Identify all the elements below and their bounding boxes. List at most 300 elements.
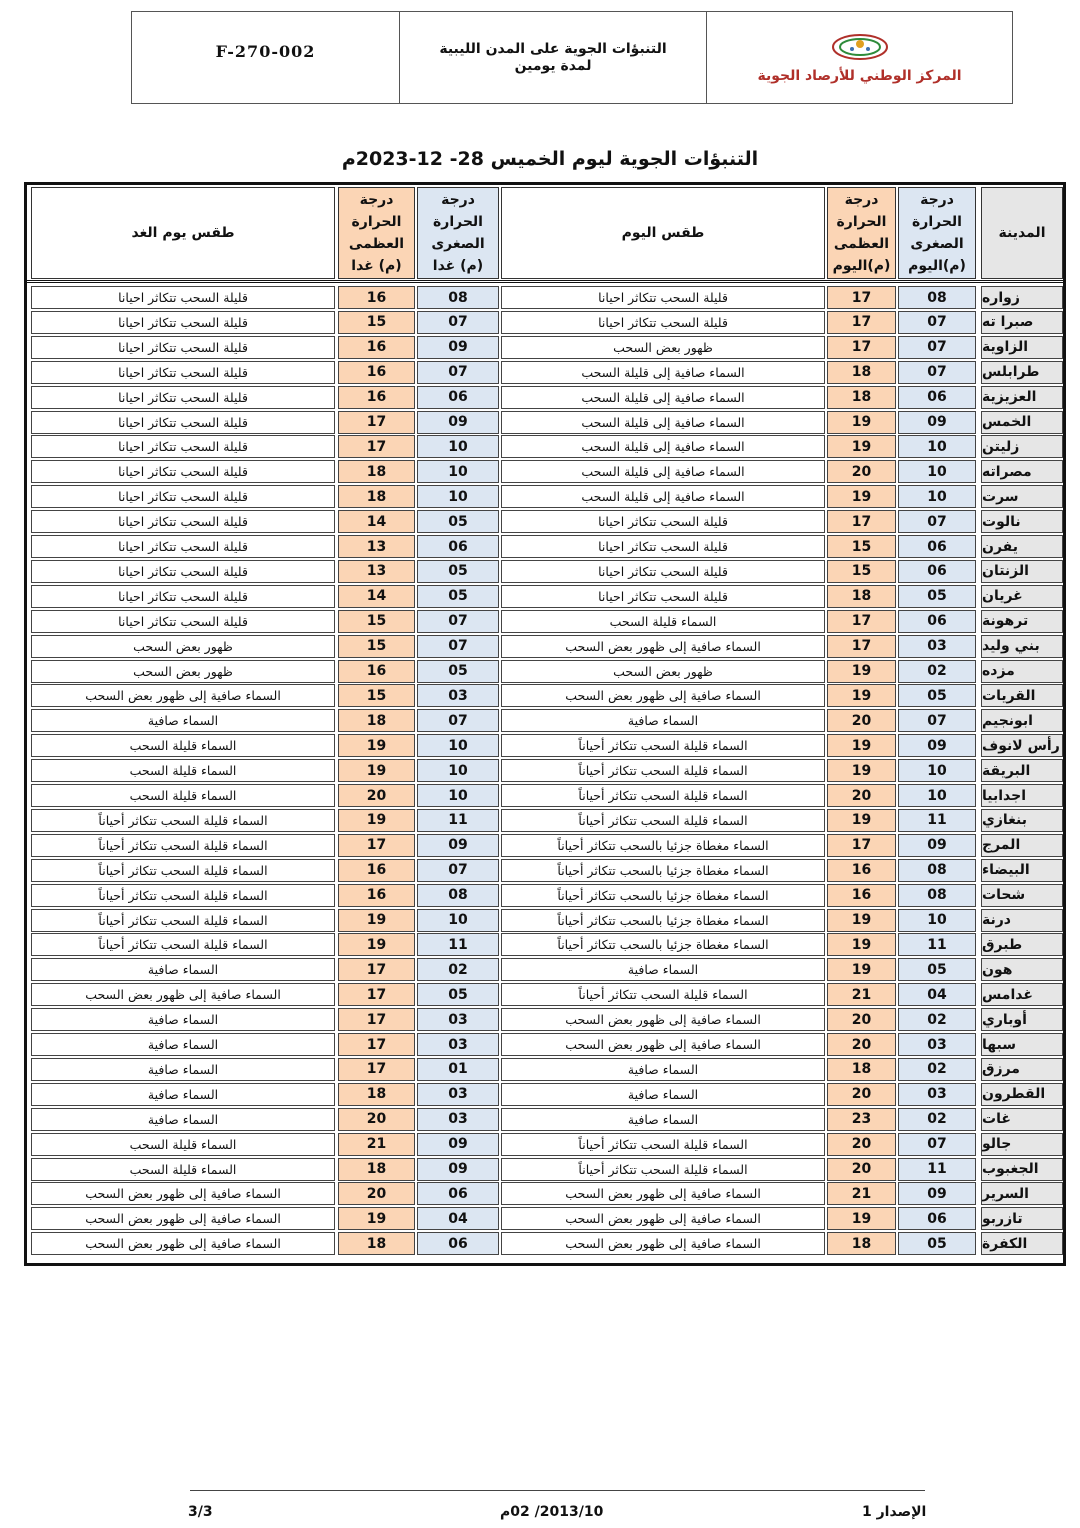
cell-weather-today: السماء قليلة السحب: [501, 610, 825, 633]
cell-city: اجدابيا: [981, 784, 1063, 807]
cell-city: زليتن: [981, 435, 1063, 458]
cell-max-tomorrow: 13: [338, 535, 415, 558]
cell-weather-tomorrow: قليلة السحب تتكاثر احيانا: [31, 435, 335, 458]
cell-min-today: 04: [898, 983, 976, 1006]
cell-city: يفرن: [981, 535, 1063, 558]
cell-min-today: 08: [898, 859, 976, 882]
cell-min-today: 07: [898, 510, 976, 533]
cell-weather-today: السماء صافية إلى ظهور بعض السحب: [501, 1207, 825, 1230]
header-min-today: درجة الحرارة الصغرى (م)اليوم: [898, 187, 976, 279]
table-row: [27, 410, 1063, 435]
cell-max-tomorrow: 18: [338, 1083, 415, 1106]
cell-max-tomorrow: 20: [338, 784, 415, 807]
cell-min-tomorrow: 10: [417, 784, 499, 807]
footer-date: 2013/10/ 02م: [500, 1504, 604, 1520]
cell-weather-tomorrow: قليلة السحب تتكاثر احيانا: [31, 560, 335, 583]
cell-weather-tomorrow: قليلة السحب تتكاثر احيانا: [31, 610, 335, 633]
cell-weather-tomorrow: قليلة السحب تتكاثر احيانا: [31, 286, 335, 309]
cell-max-tomorrow: 17: [338, 1008, 415, 1031]
cell-min-today: 10: [898, 485, 976, 508]
cell-max-today: 17: [827, 286, 896, 309]
cell-max-tomorrow: 19: [338, 1207, 415, 1230]
cell-city: الجغبوب: [981, 1158, 1063, 1181]
cell-max-tomorrow: 16: [338, 286, 415, 309]
cell-weather-tomorrow: قليلة السحب تتكاثر احيانا: [31, 336, 335, 359]
cell-max-tomorrow: 19: [338, 734, 415, 757]
cell-city: المرج: [981, 834, 1063, 857]
cell-weather-tomorrow: قليلة السحب تتكاثر احيانا: [31, 386, 335, 409]
table-row: [27, 858, 1063, 883]
cell-max-today: 18: [827, 1232, 896, 1255]
cell-max-tomorrow: 17: [338, 958, 415, 981]
cell-min-today: 11: [898, 933, 976, 956]
cell-city: الكفرة: [981, 1232, 1063, 1255]
cell-weather-today: ظهور بعض السحب: [501, 660, 825, 683]
table-row: [27, 1057, 1063, 1082]
cell-max-tomorrow: 16: [338, 859, 415, 882]
cell-city: سرت: [981, 485, 1063, 508]
cell-min-today: 09: [898, 411, 976, 434]
cell-max-today: 17: [827, 635, 896, 658]
table-row: [27, 883, 1063, 908]
cell-weather-today: السماء صافية: [501, 1083, 825, 1106]
table-row: [27, 1181, 1063, 1206]
cell-weather-tomorrow: السماء صافية: [31, 1058, 335, 1081]
cell-min-tomorrow: 10: [417, 460, 499, 483]
table-row: [27, 957, 1063, 982]
cell-city: الخمس: [981, 411, 1063, 434]
cell-min-today: 06: [898, 560, 976, 583]
table-row: [27, 683, 1063, 708]
cell-min-tomorrow: 10: [417, 435, 499, 458]
cell-weather-today: السماء قليلة السحب تتكاثر أحياناً: [501, 1158, 825, 1181]
cell-weather-tomorrow: السماء صافية إلى ظهور بعض السحب: [31, 1182, 335, 1205]
footer-page-number: 3/3: [188, 1504, 213, 1520]
cell-max-tomorrow: 15: [338, 684, 415, 707]
header-max-today: درجة الحرارة العظمى (م)اليوم: [827, 187, 896, 279]
cell-max-today: 16: [827, 859, 896, 882]
cell-min-tomorrow: 03: [417, 684, 499, 707]
cell-min-today: 07: [898, 311, 976, 334]
cell-city: بني وليد: [981, 635, 1063, 658]
cell-max-today: 17: [827, 311, 896, 334]
cell-max-today: 18: [827, 1058, 896, 1081]
cell-weather-tomorrow: السماء صافية: [31, 1083, 335, 1106]
header-city: المدينة: [981, 187, 1063, 279]
cell-min-today: 11: [898, 1158, 976, 1181]
cell-weather-today: السماء مغطاة جزئيا بالسحب تتكاثر أحياناً: [501, 909, 825, 932]
header-weather-tomorrow: طقس يوم الغد: [31, 187, 335, 279]
table-row: [27, 634, 1063, 659]
cell-min-today: 02: [898, 1058, 976, 1081]
cell-max-today: 19: [827, 411, 896, 434]
cell-weather-today: السماء مغطاة جزئيا بالسحب تتكاثر أحياناً: [501, 933, 825, 956]
cell-max-tomorrow: 17: [338, 1033, 415, 1056]
organization: [707, 12, 1012, 103]
cell-max-tomorrow: 13: [338, 560, 415, 583]
cell-weather-tomorrow: السماء صافية إلى ظهور بعض السحب: [31, 983, 335, 1006]
cell-city: سبها: [981, 1033, 1063, 1056]
cell-max-tomorrow: 15: [338, 610, 415, 633]
cell-weather-tomorrow: قليلة السحب تتكاثر احيانا: [31, 411, 335, 434]
cell-weather-today: السماء صافية: [501, 1108, 825, 1131]
cell-min-tomorrow: 10: [417, 909, 499, 932]
cell-min-today: 09: [898, 834, 976, 857]
table-row: [27, 1231, 1063, 1256]
cell-min-tomorrow: 05: [417, 510, 499, 533]
table-row: [27, 833, 1063, 858]
cell-max-tomorrow: 14: [338, 585, 415, 608]
cell-min-today: 06: [898, 1207, 976, 1230]
cell-max-today: 19: [827, 1207, 896, 1230]
cell-weather-tomorrow: السماء قليلة السحب: [31, 1158, 335, 1181]
cell-max-today: 19: [827, 684, 896, 707]
cell-weather-today: قليلة السحب تتكاثر احيانا: [501, 311, 825, 334]
cell-city: مصراته: [981, 460, 1063, 483]
table-row: [27, 783, 1063, 808]
cell-weather-tomorrow: قليلة السحب تتكاثر احيانا: [31, 361, 335, 384]
cell-min-tomorrow: 07: [417, 859, 499, 882]
cell-max-tomorrow: 18: [338, 460, 415, 483]
cell-min-tomorrow: 05: [417, 560, 499, 583]
cell-city: القطرون: [981, 1083, 1063, 1106]
footer-divider: [190, 1490, 925, 1491]
cell-weather-tomorrow: السماء صافية إلى ظهور بعض السحب: [31, 684, 335, 707]
cell-min-today: 05: [898, 958, 976, 981]
cell-max-today: 20: [827, 1033, 896, 1056]
table-row: [27, 1082, 1063, 1107]
form-code: F-270-002: [132, 12, 400, 103]
cell-min-tomorrow: 08: [417, 884, 499, 907]
cell-min-today: 06: [898, 386, 976, 409]
table-row: [27, 285, 1063, 310]
cell-max-today: 19: [827, 660, 896, 683]
cell-weather-tomorrow: السماء قليلة السحب تتكاثر أحياناً: [31, 933, 335, 956]
org-name: المركز الوطني للأرصاد الجوية: [757, 67, 962, 84]
cell-weather-today: السماء صافية: [501, 1058, 825, 1081]
cell-min-tomorrow: 05: [417, 660, 499, 683]
cell-min-today: 06: [898, 610, 976, 633]
cell-max-tomorrow: 19: [338, 759, 415, 782]
cell-max-tomorrow: 16: [338, 386, 415, 409]
cell-max-today: 20: [827, 709, 896, 732]
cell-city: الزنتان: [981, 560, 1063, 583]
cell-min-tomorrow: 06: [417, 1182, 499, 1205]
cell-max-today: 19: [827, 933, 896, 956]
header-title: [400, 12, 707, 103]
cell-max-tomorrow: 18: [338, 709, 415, 732]
cell-max-today: 20: [827, 1083, 896, 1106]
cell-weather-tomorrow: قليلة السحب تتكاثر احيانا: [31, 460, 335, 483]
cell-weather-tomorrow: قليلة السحب تتكاثر احيانا: [31, 485, 335, 508]
cell-max-tomorrow: 17: [338, 834, 415, 857]
cell-max-today: 19: [827, 809, 896, 832]
cell-min-tomorrow: 04: [417, 1207, 499, 1230]
cell-max-tomorrow: 16: [338, 660, 415, 683]
cell-city: ابونجيم: [981, 709, 1063, 732]
cell-max-tomorrow: 15: [338, 635, 415, 658]
cell-max-today: 18: [827, 386, 896, 409]
cell-max-today: 21: [827, 1182, 896, 1205]
cell-weather-tomorrow: السماء قليلة السحب تتكاثر أحياناً: [31, 809, 335, 832]
table-row: [27, 434, 1063, 459]
cell-min-today: 05: [898, 1232, 976, 1255]
cell-city: بنغازي: [981, 809, 1063, 832]
table-row: [27, 1032, 1063, 1057]
cell-min-today: 09: [898, 1182, 976, 1205]
cell-weather-tomorrow: السماء قليلة السحب: [31, 1133, 335, 1156]
cell-city: ترهونة: [981, 610, 1063, 633]
cell-min-tomorrow: 06: [417, 386, 499, 409]
org-logo-icon: [830, 32, 890, 62]
cell-min-today: 03: [898, 635, 976, 658]
cell-city: غات: [981, 1108, 1063, 1131]
cell-weather-today: السماء قليلة السحب تتكاثر أحياناً: [501, 983, 825, 1006]
cell-min-today: 09: [898, 734, 976, 757]
cell-min-tomorrow: 07: [417, 635, 499, 658]
cell-min-tomorrow: 05: [417, 983, 499, 1006]
cell-weather-tomorrow: السماء قليلة السحب تتكاثر أحياناً: [31, 884, 335, 907]
cell-city: جالو: [981, 1133, 1063, 1156]
cell-weather-tomorrow: السماء صافية إلى ظهور بعض السحب: [31, 1207, 335, 1230]
cell-weather-today: السماء صافية إلى قليلة السحب: [501, 411, 825, 434]
cell-min-today: 07: [898, 336, 976, 359]
header-weather-today: طقس اليوم: [501, 187, 825, 279]
cell-weather-tomorrow: السماء قليلة السحب: [31, 784, 335, 807]
cell-min-tomorrow: 07: [417, 361, 499, 384]
cell-weather-today: السماء صافية إلى قليلة السحب: [501, 460, 825, 483]
cell-min-tomorrow: 11: [417, 809, 499, 832]
cell-weather-today: السماء صافية إلى ظهور بعض السحب: [501, 1182, 825, 1205]
cell-max-today: 20: [827, 1133, 896, 1156]
cell-max-tomorrow: 20: [338, 1108, 415, 1131]
cell-weather-today: السماء قليلة السحب تتكاثر أحياناً: [501, 809, 825, 832]
cell-max-today: 17: [827, 510, 896, 533]
cell-city: درنة: [981, 909, 1063, 932]
table-row: [27, 1007, 1063, 1032]
cell-weather-today: السماء صافية: [501, 709, 825, 732]
cell-max-today: 19: [827, 485, 896, 508]
cell-weather-today: السماء صافية إلى قليلة السحب: [501, 386, 825, 409]
cell-min-today: 11: [898, 809, 976, 832]
cell-max-today: 21: [827, 983, 896, 1006]
cell-max-tomorrow: 16: [338, 884, 415, 907]
cell-max-tomorrow: 17: [338, 983, 415, 1006]
cell-max-today: 19: [827, 759, 896, 782]
table-row: [27, 908, 1063, 933]
table-row: [27, 982, 1063, 1007]
cell-max-today: 19: [827, 734, 896, 757]
cell-weather-today: السماء صافية إلى قليلة السحب: [501, 361, 825, 384]
cell-min-today: 06: [898, 535, 976, 558]
table-row: [27, 310, 1063, 335]
cell-weather-tomorrow: السماء قليلة السحب تتكاثر أحياناً: [31, 834, 335, 857]
table-row: [27, 509, 1063, 534]
table-row: [27, 758, 1063, 783]
cell-min-tomorrow: 09: [417, 336, 499, 359]
cell-max-tomorrow: 16: [338, 336, 415, 359]
cell-city: غريان: [981, 585, 1063, 608]
cell-weather-today: السماء صافية: [501, 958, 825, 981]
cell-min-today: 02: [898, 1108, 976, 1131]
cell-weather-today: قليلة السحب تتكاثر احيانا: [501, 535, 825, 558]
cell-min-today: 02: [898, 660, 976, 683]
cell-max-tomorrow: 18: [338, 1232, 415, 1255]
table-row: [27, 1206, 1063, 1231]
cell-max-today: 23: [827, 1108, 896, 1131]
cell-weather-tomorrow: ظهور بعض السحب: [31, 635, 335, 658]
cell-city: رأس لانوف: [981, 734, 1063, 757]
cell-max-today: 17: [827, 610, 896, 633]
cell-weather-today: ظهور بعض السحب: [501, 336, 825, 359]
cell-min-tomorrow: 06: [417, 535, 499, 558]
cell-weather-tomorrow: السماء قليلة السحب: [31, 759, 335, 782]
cell-min-tomorrow: 01: [417, 1058, 499, 1081]
cell-city: أوباري: [981, 1008, 1063, 1031]
cell-max-tomorrow: 16: [338, 361, 415, 384]
cell-min-today: 05: [898, 684, 976, 707]
cell-city: طرابلس: [981, 361, 1063, 384]
cell-max-tomorrow: 19: [338, 809, 415, 832]
cell-city: صبرا ته: [981, 311, 1063, 334]
cell-weather-today: السماء صافية إلى ظهور بعض السحب: [501, 1033, 825, 1056]
cell-max-tomorrow: 17: [338, 411, 415, 434]
cell-min-tomorrow: 11: [417, 933, 499, 956]
table-row: [27, 932, 1063, 957]
cell-weather-tomorrow: السماء قليلة السحب: [31, 734, 335, 757]
cell-min-tomorrow: 09: [417, 1158, 499, 1181]
cell-min-tomorrow: 03: [417, 1083, 499, 1106]
cell-max-today: 20: [827, 460, 896, 483]
cell-min-tomorrow: 03: [417, 1108, 499, 1131]
table-row: [27, 584, 1063, 609]
table-row: [27, 559, 1063, 584]
cell-city: طبرق: [981, 933, 1063, 956]
cell-city: نالوت: [981, 510, 1063, 533]
table-row: [27, 1132, 1063, 1157]
cell-min-tomorrow: 07: [417, 311, 499, 334]
cell-max-today: 19: [827, 958, 896, 981]
cell-min-today: 10: [898, 759, 976, 782]
cell-weather-today: السماء صافية إلى قليلة السحب: [501, 435, 825, 458]
cell-weather-today: السماء مغطاة جزئيا بالسحب تتكاثر أحياناً: [501, 859, 825, 882]
cell-max-tomorrow: 18: [338, 485, 415, 508]
cell-min-tomorrow: 03: [417, 1008, 499, 1031]
table-row: [27, 708, 1063, 733]
cell-weather-today: السماء مغطاة جزئيا بالسحب تتكاثر أحياناً: [501, 834, 825, 857]
table-row: [27, 335, 1063, 360]
cell-max-tomorrow: 15: [338, 311, 415, 334]
cell-weather-today: السماء قليلة السحب تتكاثر أحياناً: [501, 759, 825, 782]
cell-min-today: 03: [898, 1083, 976, 1106]
cell-min-tomorrow: 08: [417, 286, 499, 309]
cell-min-tomorrow: 09: [417, 834, 499, 857]
cell-weather-today: السماء قليلة السحب تتكاثر أحياناً: [501, 734, 825, 757]
cell-min-tomorrow: 06: [417, 1232, 499, 1255]
cell-max-tomorrow: 18: [338, 1158, 415, 1181]
cell-city: السرير: [981, 1182, 1063, 1205]
cell-max-today: 16: [827, 884, 896, 907]
cell-city: القريات: [981, 684, 1063, 707]
cell-weather-today: السماء مغطاة جزئيا بالسحب تتكاثر أحياناً: [501, 884, 825, 907]
cell-weather-tomorrow: قليلة السحب تتكاثر احيانا: [31, 510, 335, 533]
cell-weather-today: السماء صافية إلى ظهور بعض السحب: [501, 1232, 825, 1255]
cell-weather-tomorrow: قليلة السحب تتكاثر احيانا: [31, 311, 335, 334]
table-row: [27, 385, 1063, 410]
header-min-tomorrow: درجة الحرارة الصغرى (م) غدا: [417, 187, 499, 279]
cell-city: غدامس: [981, 983, 1063, 1006]
table-row: [27, 459, 1063, 484]
cell-weather-tomorrow: السماء قليلة السحب تتكاثر أحياناً: [31, 909, 335, 932]
header-max-tomorrow: درجة الحرارة العظمى (م) غدا: [338, 187, 415, 279]
cell-max-tomorrow: 17: [338, 435, 415, 458]
cell-min-today: 10: [898, 909, 976, 932]
cell-min-tomorrow: 07: [417, 610, 499, 633]
cell-weather-today: السماء قليلة السحب تتكاثر أحياناً: [501, 1133, 825, 1156]
cell-min-today: 10: [898, 435, 976, 458]
cell-weather-today: السماء صافية إلى قليلة السحب: [501, 485, 825, 508]
cell-min-tomorrow: 03: [417, 1033, 499, 1056]
cell-city: شحات: [981, 884, 1063, 907]
cell-min-tomorrow: 10: [417, 485, 499, 508]
cell-min-today: 10: [898, 784, 976, 807]
cell-city: البريقة: [981, 759, 1063, 782]
cell-max-today: 19: [827, 435, 896, 458]
cell-min-today: 02: [898, 1008, 976, 1031]
cell-city: هون: [981, 958, 1063, 981]
cell-max-today: 20: [827, 1158, 896, 1181]
cell-min-today: 08: [898, 286, 976, 309]
cell-weather-today: السماء قليلة السحب تتكاثر أحياناً: [501, 784, 825, 807]
cell-max-today: 18: [827, 361, 896, 384]
table-row: [27, 1157, 1063, 1182]
table-row: [27, 534, 1063, 559]
cell-weather-today: قليلة السحب تتكاثر احيانا: [501, 286, 825, 309]
table-row: [27, 360, 1063, 385]
cell-max-today: 20: [827, 1008, 896, 1031]
header-title-line2: لمدة يومين: [514, 57, 592, 74]
cell-min-today: 07: [898, 1133, 976, 1156]
cell-weather-tomorrow: السماء صافية: [31, 1108, 335, 1131]
cell-weather-today: السماء صافية إلى ظهور بعض السحب: [501, 635, 825, 658]
cell-weather-tomorrow: قليلة السحب تتكاثر احيانا: [31, 535, 335, 558]
cell-max-tomorrow: 21: [338, 1133, 415, 1156]
cell-weather-today: قليلة السحب تتكاثر احيانا: [501, 510, 825, 533]
table-row: [27, 659, 1063, 684]
cell-weather-tomorrow: السماء صافية: [31, 709, 335, 732]
cell-weather-tomorrow: السماء قليلة السحب تتكاثر أحياناً: [31, 859, 335, 882]
cell-min-tomorrow: 09: [417, 411, 499, 434]
cell-city: مزده: [981, 660, 1063, 683]
cell-max-tomorrow: 17: [338, 1058, 415, 1081]
header-title-line1: التنبؤات الجوية على المدن الليبية: [439, 40, 667, 57]
table-row: [27, 808, 1063, 833]
cell-weather-tomorrow: السماء صافية: [31, 1008, 335, 1031]
cell-weather-tomorrow: السماء صافية إلى ظهور بعض السحب: [31, 1232, 335, 1255]
cell-max-today: 19: [827, 909, 896, 932]
cell-weather-tomorrow: السماء صافية: [31, 958, 335, 981]
cell-min-tomorrow: 10: [417, 734, 499, 757]
cell-min-tomorrow: 07: [417, 709, 499, 732]
cell-min-tomorrow: 09: [417, 1133, 499, 1156]
cell-min-today: 10: [898, 460, 976, 483]
document-header: [131, 11, 1013, 104]
cell-max-today: 15: [827, 560, 896, 583]
cell-min-tomorrow: 05: [417, 585, 499, 608]
cell-weather-today: السماء صافية إلى ظهور بعض السحب: [501, 1008, 825, 1031]
cell-max-tomorrow: 14: [338, 510, 415, 533]
table-row: [27, 609, 1063, 634]
